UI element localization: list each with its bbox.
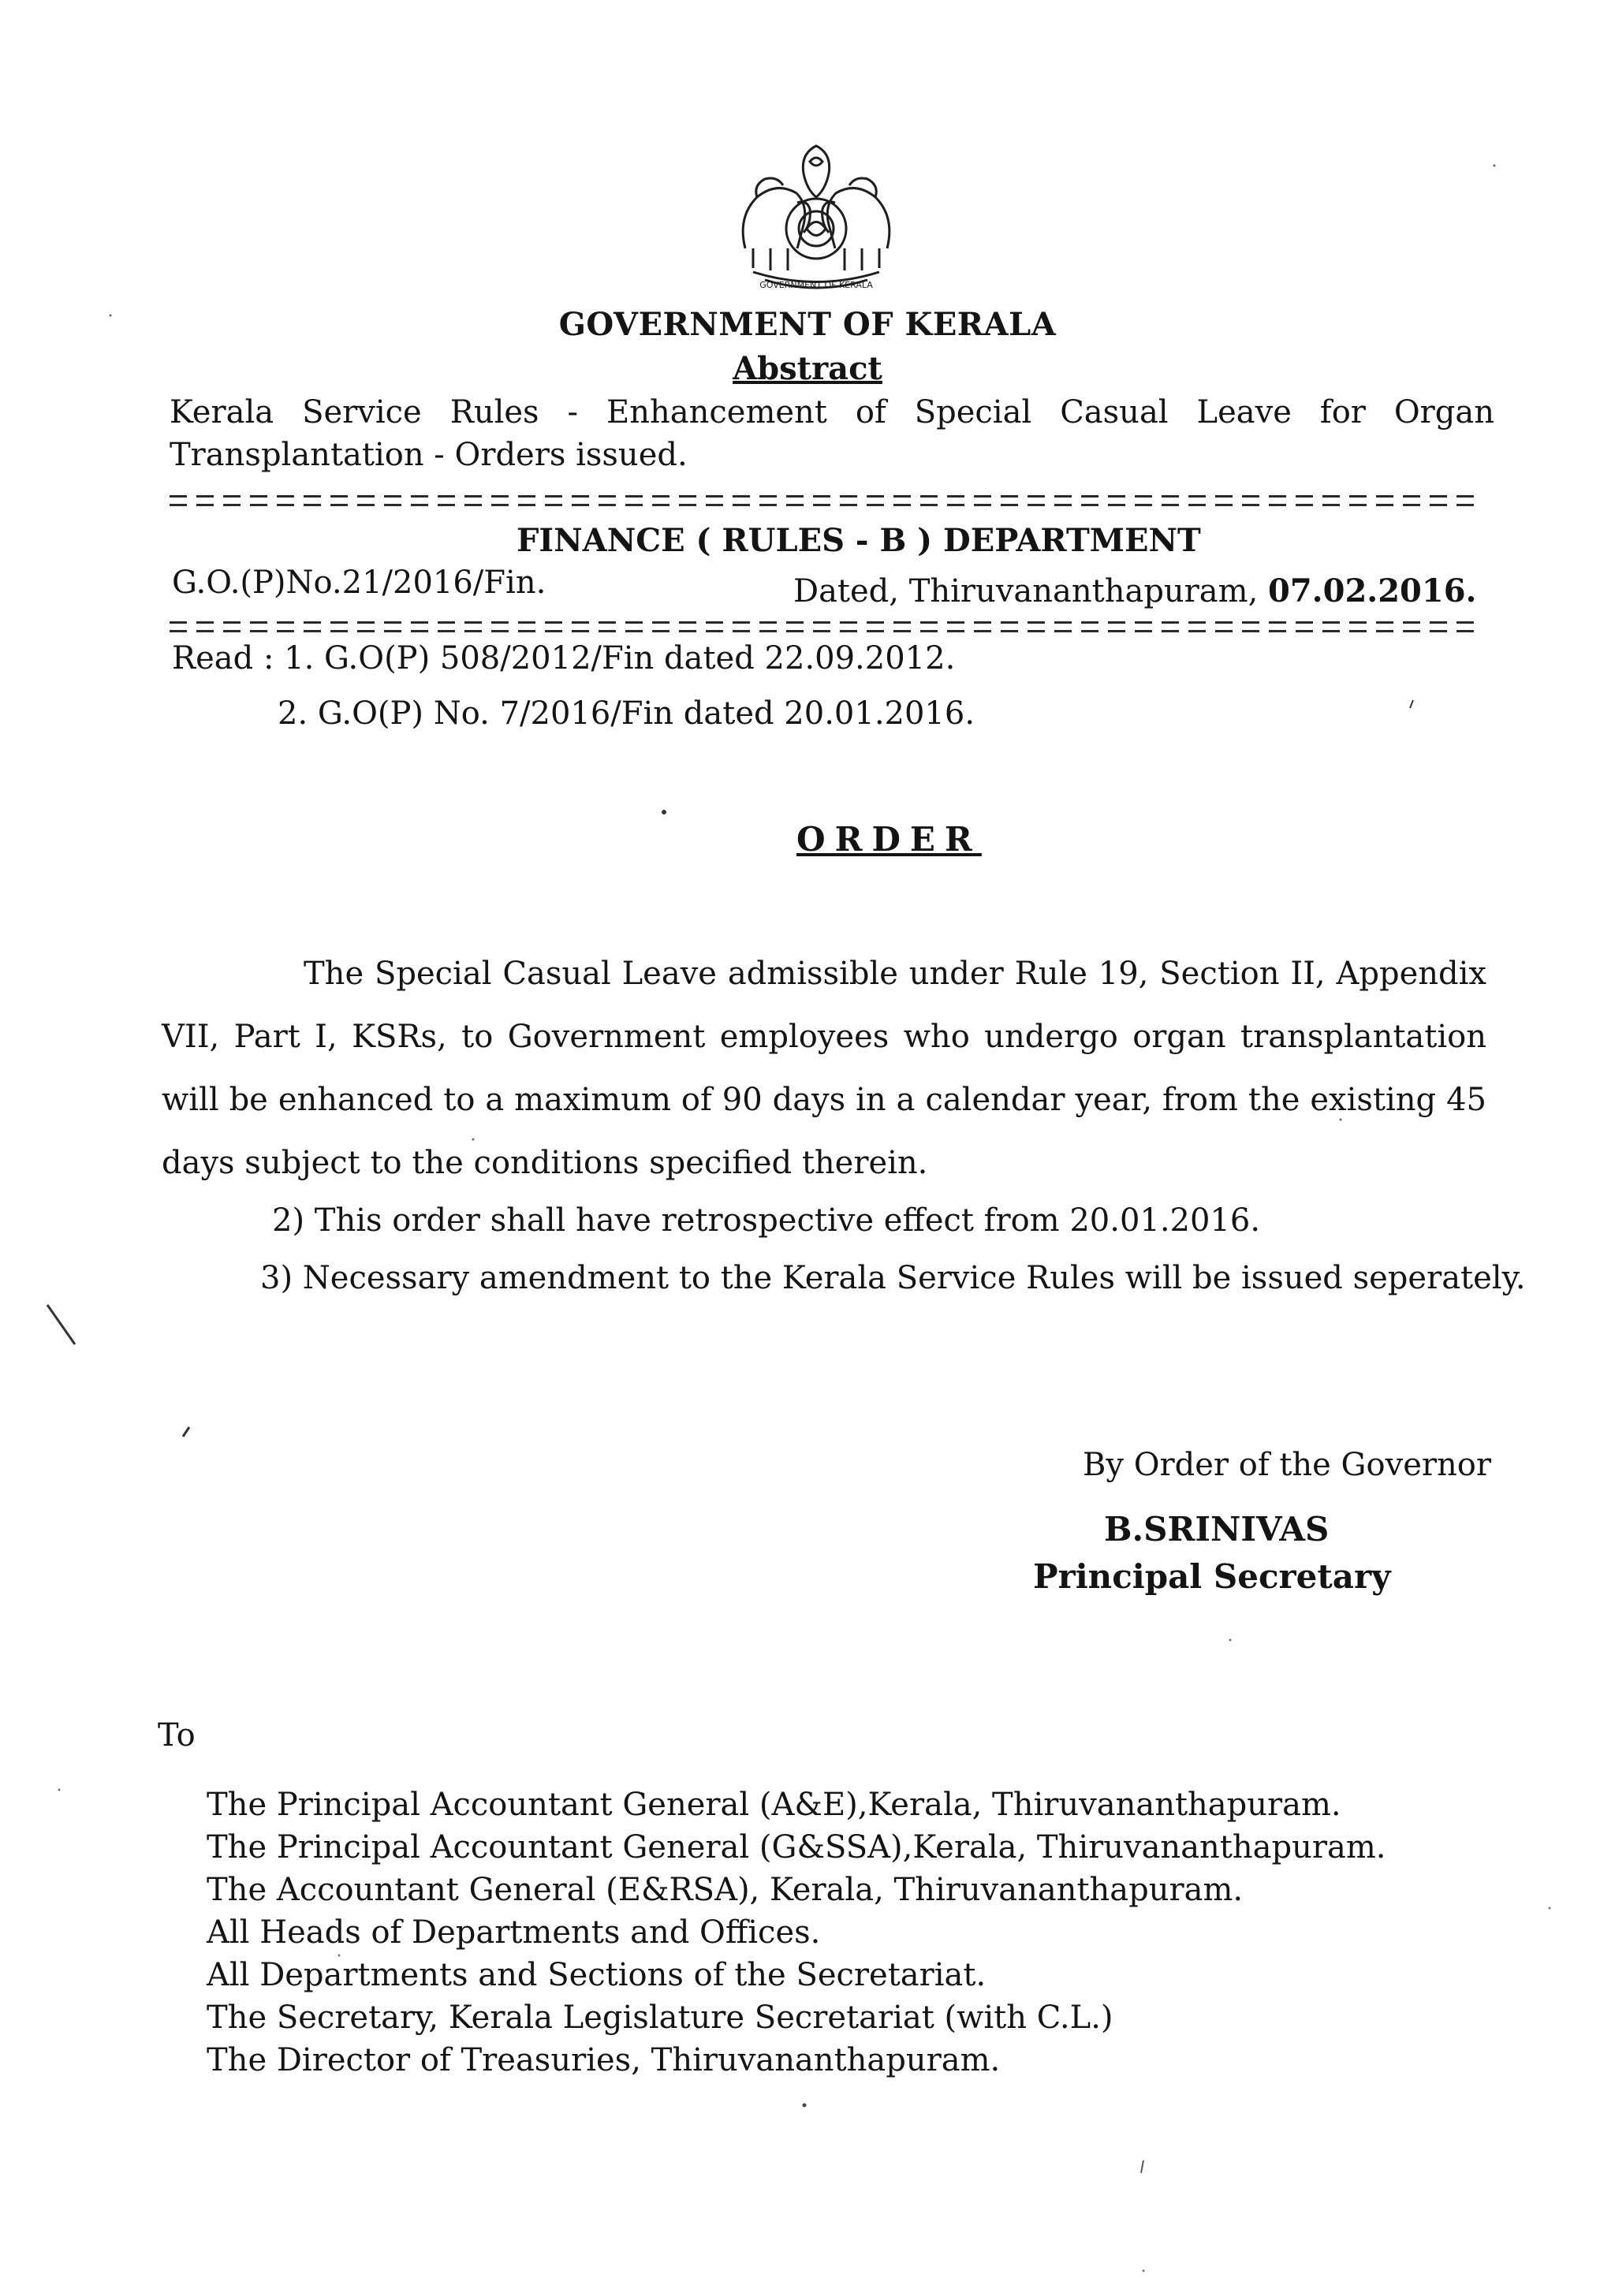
recipient-item: All Heads of Departments and Offices. <box>207 1914 821 1951</box>
recipient-item: The Accountant General (E&RSA), Kerala, Thiruvananthapuram. <box>207 1872 1244 1908</box>
reference-1: Read : 1. G.O(P) 508/2012/Fin dated 22.09.2012. <box>172 640 956 676</box>
separator-line <box>170 495 1479 506</box>
kerala-state-emblem-icon <box>722 130 911 296</box>
department-name: FINANCE ( RULES - B ) DEPARTMENT <box>517 522 1201 559</box>
recipient-item: The Secretary, Kerala Legislature Secretariat (with C.L.) <box>207 2000 1113 2036</box>
go-date-line <box>793 572 1476 609</box>
recipient-item: The Director of Treasuries, Thiruvananthapuram. <box>207 2042 1001 2078</box>
recipient-item: The Principal Accountant General (A&E),Kerala, Thiruvananthapuram. <box>207 1787 1341 1823</box>
order-item-3: 3) Necessary amendment to the Kerala Service Rules will be issued seperately. <box>260 1260 1526 1296</box>
recipient-item: All Departments and Sections of the Secretariat. <box>207 1957 987 1993</box>
government-title: GOVERNMENT OF KERALA <box>558 306 1057 343</box>
go-date: 07.02.2016. <box>1268 572 1477 609</box>
recipient-list <box>207 1784 1386 2082</box>
signatory-name: B.SRINIVAS <box>1104 1510 1330 1549</box>
separator-line <box>170 621 1479 632</box>
order-item-2: 2) This order shall have retrospective effect from 20.01.2016. <box>272 1202 1261 1239</box>
to-label: To <box>158 1717 196 1754</box>
signatory-designation: Principal Secretary <box>1033 1557 1391 1596</box>
go-dated-prefix: Dated, Thiruvananthapuram, <box>793 573 1269 609</box>
by-order-line: By Order of the Governor <box>1083 1447 1491 1483</box>
recipient-item: The Principal Accountant General (G&SSA),Kerala, Thiruvananthapuram. <box>207 1829 1386 1866</box>
reference-2: 2. G.O(P) No. 7/2016/Fin dated 20.01.2016. <box>278 695 975 732</box>
order-paragraph-1: The Special Casual Leave admissible under Rule 19, Section II, Appendix VII, Part I, KSRs, to Government employees who undergo organ transplantation will be enhanced to a maximum of 90 days in a calendar year, from the existing 45 days subject to the conditions specified therein. <box>162 956 1486 1181</box>
order-heading: ORDER <box>796 820 982 859</box>
go-number: G.O.(P)No.21/2016/Fin. <box>172 565 546 601</box>
order-subject: Kerala Service Rules - Enhancement of Special Casual Leave for Organ Transplantation - Orders issued. <box>170 394 1494 473</box>
abstract-label: Abstract <box>733 350 882 387</box>
emblem-seal-text: GOVERNMENT OF KERALA <box>759 280 873 290</box>
